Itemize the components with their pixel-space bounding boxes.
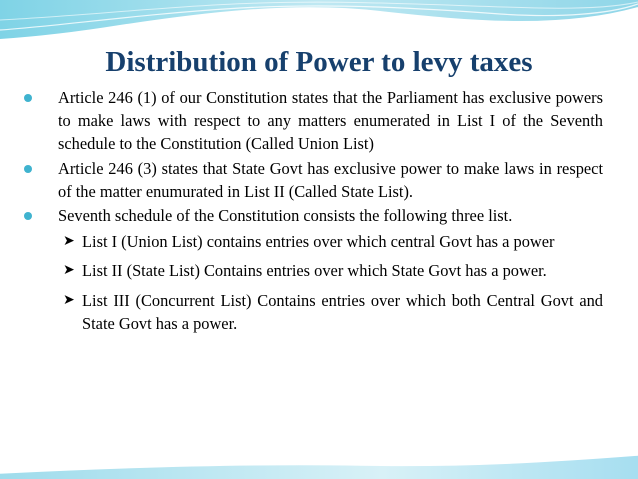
slide-content — [20, 86, 603, 341]
bullet-dot-icon — [24, 94, 32, 102]
sub-bullet-list — [20, 230, 603, 335]
arrow-bullet-icon: ➤ — [63, 292, 75, 308]
sub-bullet-text: List II (State List) Contains entries over which State Govt has a power. — [82, 261, 547, 281]
arrow-bullet-icon: ➤ — [63, 263, 75, 279]
bullet-item-3 — [20, 204, 603, 227]
page-title: Distribution of Power to levy taxes — [105, 46, 533, 78]
bullet-item-2 — [20, 157, 603, 203]
bullet-item-1 — [20, 86, 603, 156]
sub-bullet-item-3 — [20, 289, 603, 335]
bullet-dot-icon — [24, 212, 32, 220]
bullet-text: Article 246 (3) states that State Govt has exclusive power to make laws in respect of the matter enumurated in List II (Called State List). — [58, 158, 603, 201]
arrow-bullet-icon: ➤ — [63, 234, 75, 250]
bullet-text: Seventh schedule of the Constitution consists the following three list. — [58, 206, 513, 226]
sub-bullet-item-1 — [20, 230, 603, 253]
sub-bullet-text: List I (Union List) contains entries over which central Govt has a power — [82, 232, 555, 252]
sub-bullet-text: List III (Concurrent List) Contains entries over which both Central Govt and State Govt has a power. — [82, 290, 603, 333]
sub-bullet-item-2 — [20, 259, 603, 282]
footer-wave-decoration — [0, 449, 638, 479]
bullet-text: Article 246 (1) of our Constitution states that the Parliament has exclusive powers to make laws with respect to any matters enumerated in List I of the Seventh schedule to the Constitution (Called Union List) — [58, 88, 603, 154]
bullet-dot-icon — [24, 165, 32, 173]
